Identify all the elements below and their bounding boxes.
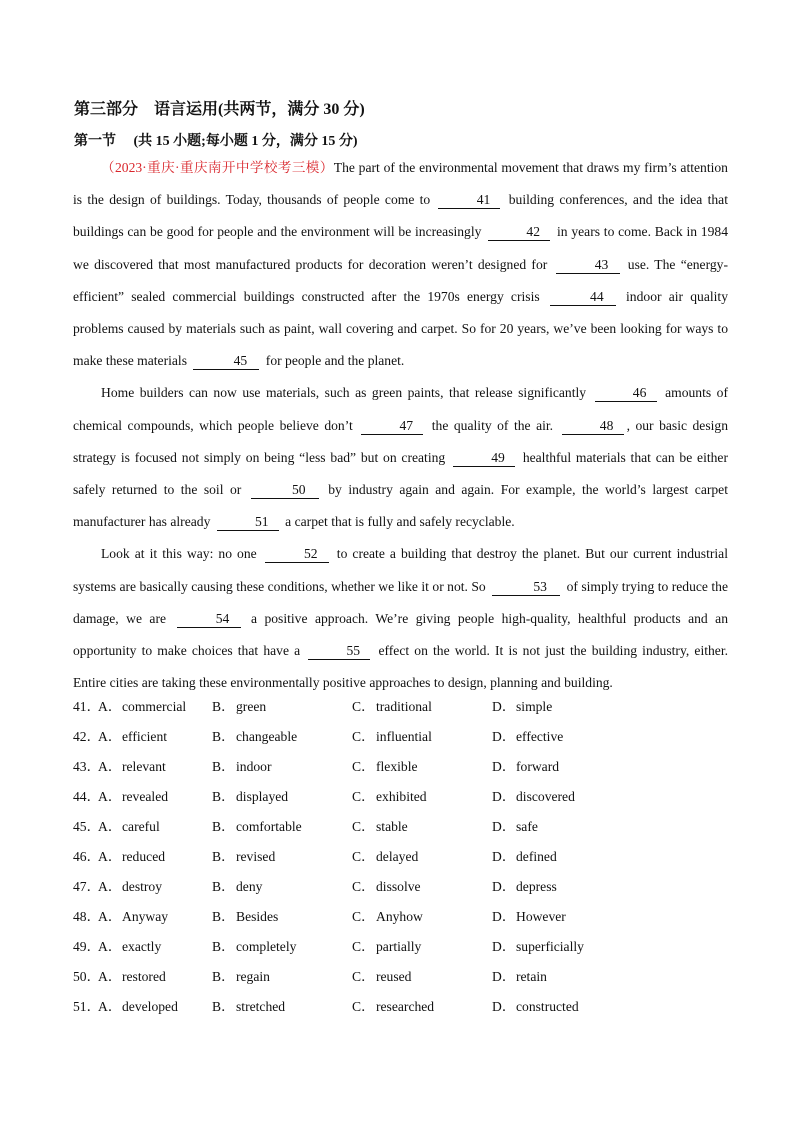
option-text: stable — [376, 819, 408, 834]
option-text: Besides — [236, 909, 279, 924]
option-text: efficient — [122, 729, 168, 744]
option-c — [352, 902, 423, 932]
option-letter: C． — [352, 909, 375, 924]
option-letter: C． — [352, 879, 375, 894]
blank-48: 48 — [562, 418, 624, 435]
option-text: effective — [516, 729, 564, 744]
passage-text: building conferences, and the idea that buildings can be good for people and the environment will be increasingly — [73, 192, 728, 240]
option-letter: C． — [352, 939, 375, 954]
option-text: restored — [122, 969, 166, 984]
option-a — [98, 992, 178, 1022]
option-b — [212, 842, 275, 872]
passage-text: a carpet that is fully and safely recyclable. — [281, 514, 515, 530]
option-text: traditional — [376, 699, 432, 714]
option-letter: B． — [212, 849, 235, 864]
option-d — [492, 992, 579, 1022]
passage-text: by industry again and again. For example, the world’s largest carpet manufacturer has already — [73, 482, 728, 530]
option-text: exhibited — [376, 789, 427, 804]
question-row — [73, 872, 733, 902]
option-text: retain — [516, 969, 547, 984]
option-b — [212, 902, 278, 932]
option-letter: C． — [352, 789, 375, 804]
option-letter: D． — [492, 819, 516, 834]
blank-51: 51 — [217, 514, 279, 531]
option-text: influential — [376, 729, 432, 744]
option-a — [98, 932, 161, 962]
option-c — [352, 692, 432, 722]
option-text: developed — [122, 999, 178, 1014]
blank-54: 54 — [177, 611, 241, 628]
option-text: deny — [236, 879, 263, 894]
question-number: 42． — [73, 729, 101, 744]
option-letter: B． — [212, 939, 235, 954]
option-letter: D． — [492, 729, 516, 744]
option-text: reduced — [122, 849, 166, 864]
option-c — [352, 872, 421, 902]
option-b — [212, 752, 272, 782]
option-letter: A． — [98, 729, 122, 744]
option-c — [352, 812, 408, 842]
blank-53: 53 — [492, 579, 560, 596]
option-text: careful — [122, 819, 160, 834]
option-letter: D． — [492, 789, 516, 804]
option-letter: B． — [212, 819, 235, 834]
option-a — [98, 692, 186, 722]
option-text: revealed — [122, 789, 169, 804]
option-text: discovered — [516, 789, 575, 804]
option-letter: D． — [492, 969, 516, 984]
option-b — [212, 962, 270, 992]
option-text: revised — [236, 849, 276, 864]
blank-44: 44 — [550, 289, 616, 306]
option-a — [98, 722, 167, 752]
option-a — [98, 812, 160, 842]
question-number: 47． — [73, 879, 101, 894]
question-number: 45． — [73, 819, 101, 834]
blank-50: 50 — [251, 482, 319, 499]
option-b — [212, 812, 302, 842]
option-c — [352, 752, 418, 782]
option-letter: B． — [212, 789, 235, 804]
question-row — [73, 842, 733, 872]
option-d — [492, 902, 566, 932]
option-text: reused — [376, 969, 412, 984]
option-text: completely — [236, 939, 297, 954]
option-text: commercial — [122, 699, 187, 714]
blank-47: 47 — [361, 418, 423, 435]
passage-paragraph — [73, 377, 728, 538]
passage-text: Look at it this way: no one — [101, 546, 262, 562]
option-b — [212, 692, 266, 722]
question-row — [73, 692, 733, 722]
blank-41: 41 — [438, 192, 500, 209]
option-text: researched — [376, 999, 435, 1014]
option-d — [492, 962, 547, 992]
option-text: safe — [516, 819, 538, 834]
option-letter: A． — [98, 759, 122, 774]
option-c — [352, 842, 418, 872]
passage-text: a positive approach. We’re giving people high-quality, healthful products and an opportunity to make choices that have a — [73, 610, 728, 659]
passage-text: The part of the environmental movement that draws my firm’s attention is the design of buildings. Today, thousands of people come to — [73, 160, 728, 208]
option-d — [492, 722, 563, 752]
option-text: superficially — [516, 939, 584, 954]
section-title: 第一节 (共 15 小题;每小题 1 分，满分 15 分) — [74, 134, 358, 149]
question-number: 41． — [73, 699, 101, 714]
option-d — [492, 752, 559, 782]
passage-text: effect on the world. It is not just the building industry, either. Entire cities are taking these environmentally positive approaches to design, planning and building. — [73, 643, 728, 691]
option-letter: C． — [352, 849, 375, 864]
option-text: relevant — [122, 759, 166, 774]
option-a — [98, 842, 165, 872]
option-letter: A． — [98, 939, 122, 954]
question-row — [73, 932, 733, 962]
blank-46: 46 — [595, 385, 657, 402]
passage-text: , our basic design strategy is focused not simply on being “less bad” but on creating — [73, 417, 728, 465]
passage-text: to create a building that destroy the planet. But our current industrial systems are basically causing these conditions, whether we like it or not. So — [73, 546, 728, 594]
option-a — [98, 872, 162, 902]
question-number: 44． — [73, 789, 101, 804]
blank-49: 49 — [453, 450, 515, 467]
option-d — [492, 692, 552, 722]
option-text: stretched — [236, 999, 286, 1014]
option-letter: C． — [352, 699, 375, 714]
option-c — [352, 992, 434, 1022]
option-letter: D． — [492, 699, 516, 714]
cloze-passage — [73, 152, 728, 699]
option-d — [492, 872, 557, 902]
question-number: 51． — [73, 999, 101, 1014]
option-b — [212, 782, 288, 812]
option-text: delayed — [376, 849, 419, 864]
passage-text: in years to come. Back in 1984 we discovered that most manufactured products for decoration weren’t designed for — [73, 224, 728, 272]
option-letter: A． — [98, 909, 122, 924]
option-c — [352, 782, 427, 812]
passage-text: healthful materials that can be either safely returned to the soil or — [73, 449, 728, 498]
option-letter: C． — [352, 759, 375, 774]
option-b — [212, 872, 262, 902]
option-letter: A． — [98, 879, 122, 894]
option-letter: C． — [352, 819, 375, 834]
option-d — [492, 842, 557, 872]
question-number: 43． — [73, 759, 101, 774]
option-d — [492, 782, 575, 812]
option-c — [352, 722, 432, 752]
blank-43: 43 — [556, 257, 620, 274]
option-text: dissolve — [376, 879, 421, 894]
option-text: indoor — [236, 759, 272, 774]
option-a — [98, 752, 166, 782]
option-letter: D． — [492, 849, 516, 864]
option-letter: B． — [212, 759, 235, 774]
question-number: 49． — [73, 939, 101, 954]
option-letter: A． — [98, 789, 122, 804]
option-text: destroy — [122, 879, 163, 894]
option-letter: C． — [352, 729, 375, 744]
option-text: green — [236, 699, 267, 714]
option-letter: A． — [98, 699, 122, 714]
option-text: regain — [236, 969, 270, 984]
blank-55: 55 — [308, 643, 370, 660]
option-b — [212, 932, 296, 962]
option-d — [492, 812, 538, 842]
option-letter: A． — [98, 999, 122, 1014]
option-a — [98, 962, 166, 992]
option-text: However — [516, 909, 566, 924]
question-number: 48． — [73, 909, 101, 924]
option-letter: A． — [98, 849, 122, 864]
option-text: flexible — [376, 759, 418, 774]
option-letter: B． — [212, 969, 235, 984]
passage-text: the quality of the air. — [426, 417, 559, 433]
option-b — [212, 992, 285, 1022]
question-options-list — [73, 692, 733, 1022]
question-row — [73, 812, 733, 842]
source-label: （2023·重庆·重庆南开中学校考三模） — [101, 160, 334, 175]
passage-text: of simply trying to reduce the damage, we are — [73, 578, 728, 626]
option-letter: D． — [492, 909, 516, 924]
option-text: comfortable — [236, 819, 302, 834]
option-text: changeable — [236, 729, 298, 744]
option-letter: D． — [492, 879, 516, 894]
blank-52: 52 — [265, 546, 329, 563]
option-letter: B． — [212, 999, 235, 1014]
passage-paragraph — [73, 538, 728, 699]
passage-paragraph — [73, 152, 728, 377]
question-row — [73, 992, 733, 1022]
option-text: exactly — [122, 939, 162, 954]
option-letter: B． — [212, 699, 235, 714]
option-letter: D． — [492, 999, 516, 1014]
question-number: 50． — [73, 969, 101, 984]
question-row — [73, 902, 733, 932]
question-row — [73, 722, 733, 752]
option-letter: C． — [352, 999, 375, 1014]
question-row — [73, 962, 733, 992]
option-text: displayed — [236, 789, 289, 804]
option-c — [352, 962, 411, 992]
option-text: defined — [516, 849, 557, 864]
option-text: constructed — [516, 999, 579, 1014]
blank-42: 42 — [488, 224, 550, 241]
passage-text: amounts of chemical compounds, which people believe don’t — [73, 385, 728, 433]
question-row — [73, 782, 733, 812]
option-letter: C． — [352, 969, 375, 984]
option-a — [98, 782, 168, 812]
option-letter: B． — [212, 879, 235, 894]
question-number: 46． — [73, 849, 101, 864]
passage-text: for people and the planet. — [262, 353, 405, 369]
option-b — [212, 722, 297, 752]
option-text: forward — [516, 759, 560, 774]
option-text: depress — [516, 879, 557, 894]
passage-text: indoor air quality problems caused by materials such as paint, wall covering and carpet. So for 20 years, we’ve been looking for ways to make these materials — [73, 288, 728, 369]
question-row — [73, 752, 733, 782]
option-text: simple — [516, 699, 553, 714]
passage-text: Home builders can now use materials, such as green paints, that release significantly — [101, 385, 592, 401]
option-letter: A． — [98, 969, 122, 984]
passage-text: use. The “energy-efficient” sealed commercial buildings constructed after the 1970s energy crisis — [73, 256, 728, 304]
blank-45: 45 — [193, 353, 259, 370]
option-c — [352, 932, 421, 962]
part-title: 第三部分 语言运用(共两节，满分 30 分) — [74, 101, 365, 118]
option-letter: D． — [492, 939, 516, 954]
option-a — [98, 902, 168, 932]
option-letter: D． — [492, 759, 516, 774]
option-letter: B． — [212, 729, 235, 744]
option-text: Anyway — [122, 909, 169, 924]
option-letter: A． — [98, 819, 122, 834]
option-text: partially — [376, 939, 422, 954]
option-d — [492, 932, 584, 962]
option-letter: B． — [212, 909, 235, 924]
option-text: Anyhow — [376, 909, 423, 924]
